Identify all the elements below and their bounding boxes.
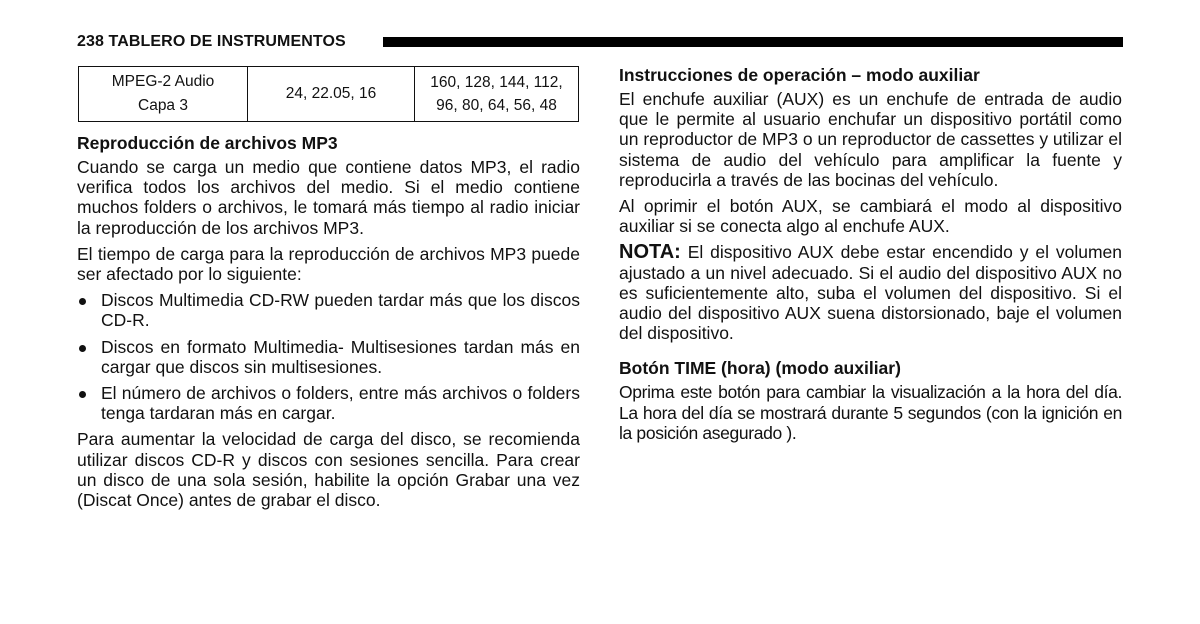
- format-cell: [79, 67, 248, 122]
- bitrates-line-1: 160, 128, 144, 112,: [430, 74, 563, 91]
- format-line-2: Capa 3: [138, 97, 188, 114]
- aux-paragraph-2: Al oprimir el botón AUX, se cambiará el modo al dispositivo auxiliar si se conecta algo al enchufe AUX.: [619, 196, 1122, 237]
- mp3-heading: Reproducción de archivos MP3: [77, 133, 338, 153]
- mp3-paragraph-3: Para aumentar la velocidad de carga del disco, se recomienda utilizar discos CD-R y discos con sesiones sencilla. Para crear un disco de una sola sesión, habilite la opción Grabar una vez (Discat Once) antes de grabar el disco.: [77, 429, 580, 511]
- load-factors-list: [77, 290, 580, 423]
- mp3-paragraph-2: El tiempo de carga para la reproducción de archivos MP3 puede ser afectado por lo siguiente:: [77, 243, 580, 285]
- left-column: [77, 66, 580, 516]
- time-heading: Botón TIME (hora) (modo auxiliar): [619, 358, 901, 379]
- page-header: [77, 33, 1123, 51]
- mp3-paragraph-1: Cuando se carga un medio que contiene datos MP3, el radio verifica todos los archivos del medio. Si el medio contiene muchos folders o archivos, le tomará más tiempo al radio iniciar la reproducción de los archivos MP3.: [77, 157, 580, 238]
- table-row: [79, 67, 579, 122]
- list-item: [77, 383, 580, 423]
- bullet-icon: [79, 391, 86, 398]
- time-paragraph: Oprima este botón para cambiar la visualización a la hora del día. La hora del día se mostrará durante 5 segundos (con la ignición en la posición asegurado ).: [619, 382, 1122, 443]
- list-item: [77, 337, 580, 377]
- nota-paragraph: [619, 242, 1122, 343]
- bullet-icon: [79, 298, 86, 305]
- aux-paragraph-1: El enchufe auxiliar (AUX) es un enchufe de entrada de audio que le permite al usuario enchufar un dispositivo portátil como un reproductor de MP3 o un reproductor de cassettes y utilizar el sistema de audio del vehículo para amplificar la fuente y reproducirla a través de las bocinas del vehículo.: [619, 89, 1122, 190]
- bitrates-cell: [415, 67, 579, 122]
- aux-heading: Instrucciones de operación – modo auxiliar: [619, 65, 980, 85]
- header-rule: [383, 37, 1123, 47]
- list-item-text: El número de archivos o folders, entre más archivos o folders tenga tardaran más en cargar.: [101, 383, 580, 424]
- list-item-text: Discos Multimedia CD-RW pueden tardar más que los discos CD-R.: [101, 290, 580, 331]
- page-title: 238 TABLERO DE INSTRUMENTOS: [77, 33, 346, 50]
- sample-rates-cell: 24, 22.05, 16: [248, 67, 415, 122]
- list-item-text: Discos en formato Multimedia- Multisesiones tardan más en cargar que discos sin multisesiones.: [101, 336, 580, 377]
- bullet-icon: [79, 345, 86, 352]
- nota-label: NOTA:: [619, 241, 681, 264]
- bitrates-line-2: 96, 80, 64, 56, 48: [436, 97, 557, 114]
- nota-text: El dispositivo AUX debe estar encendido y el volumen ajustado a un nivel adecuado. Si el audio del dispositivo AUX no es suficientemente alto, suba el volumen del dispositivo. Si el audio del dispositivo AUX suena distorsionado, baje el volumen del dispositivo.: [619, 242, 1122, 344]
- right-column: [619, 64, 1122, 449]
- audio-format-table: [78, 66, 579, 122]
- format-line-1: MPEG-2 Audio: [111, 73, 215, 90]
- list-item: [77, 290, 580, 330]
